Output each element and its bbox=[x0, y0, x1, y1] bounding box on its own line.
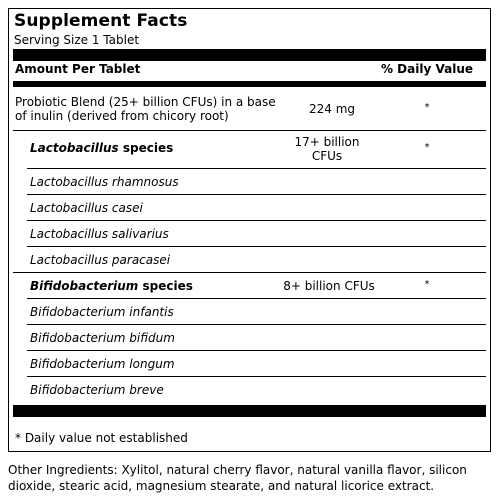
other-ingredients: Other Ingredients: Xylitol, natural cherry flavor, natural vanilla flavor, silicon dioxide, stearic acid, magnesium stearate, and natural licorice extract. bbox=[8, 463, 467, 493]
row-divider bbox=[27, 350, 486, 351]
supplement-facts-panel bbox=[8, 8, 491, 452]
thick-divider-top bbox=[13, 49, 486, 61]
row-divider bbox=[27, 324, 486, 325]
row-divider bbox=[27, 246, 486, 247]
amount-per-tablet-header: Amount Per Tablet bbox=[15, 62, 141, 76]
strain-name: Bifidobacterium infantis bbox=[30, 305, 174, 319]
serving-size: Serving Size 1 Tablet bbox=[14, 33, 140, 47]
strain-name: Lactobacillus salivarius bbox=[30, 227, 169, 241]
daily-value-header: % Daily Value bbox=[380, 62, 473, 76]
row-divider bbox=[27, 168, 486, 169]
row-divider bbox=[13, 272, 486, 273]
row-divider bbox=[27, 220, 486, 221]
thick-divider-bottom bbox=[13, 405, 486, 417]
row-divider bbox=[13, 130, 486, 131]
column-header-row bbox=[13, 62, 486, 80]
row-divider bbox=[27, 194, 486, 195]
lacto-species-label: Lactobacillus species bbox=[30, 141, 174, 155]
daily-value-footnote: * Daily value not established bbox=[15, 431, 188, 445]
strain-name: Lactobacillus rhamnosus bbox=[30, 175, 179, 189]
strain-name: Bifidobacterium longum bbox=[30, 357, 175, 371]
bifido-dv: * bbox=[424, 279, 430, 290]
strain-name: Lactobacillus casei bbox=[30, 201, 143, 215]
row-divider bbox=[27, 298, 486, 299]
medium-divider bbox=[13, 81, 486, 87]
lacto-dv: * bbox=[424, 142, 430, 153]
strain-name: Bifidobacterium breve bbox=[30, 383, 164, 397]
blend-dv: * bbox=[424, 102, 430, 113]
blend-amount: 224 mg bbox=[308, 102, 356, 116]
row-divider bbox=[27, 376, 486, 377]
blend-name: Probiotic Blend (25+ billion CFUs) in a base of inulin (derived from chicory root) bbox=[15, 95, 276, 123]
strain-name: Lactobacillus paracasei bbox=[30, 253, 171, 267]
strain-name: Bifidobacterium bifidum bbox=[30, 331, 175, 345]
lacto-amount: 17+ billion CFUs bbox=[294, 135, 360, 163]
panel-title: Supplement Facts bbox=[14, 11, 188, 31]
bifido-amount: 8+ billion CFUs bbox=[283, 279, 375, 293]
bifido-species-label: Bifidobacterium species bbox=[30, 279, 193, 293]
